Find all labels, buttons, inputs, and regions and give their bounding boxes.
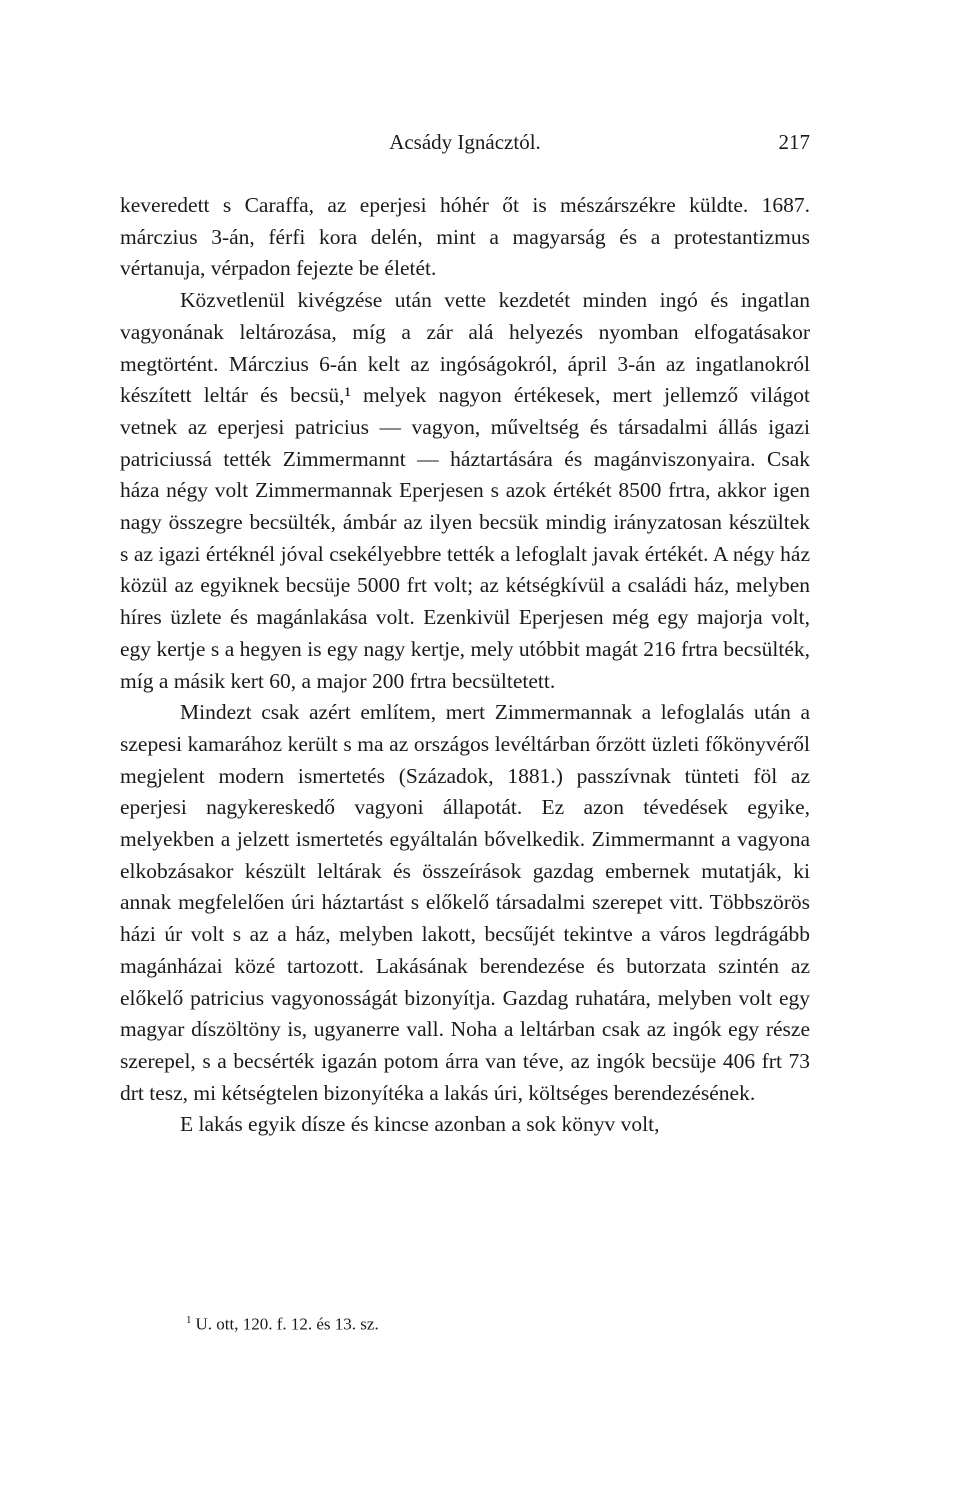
footnote-text: U. ott, 120. f. 12. és 13. sz.	[195, 1314, 379, 1334]
paragraph-3: Mindezt csak azért említem, mert Zimmermannak a lefoglalás után a szepesi kamarához került s ma az országos levéltárban őrzött üzleti főkönyvéről megjelent modern ismertetés (Századok, 1881.) passzívnak tünteti föl az eperjesi nagykereskedő vagyoni állapotát. Ez azon tévedések egyike, melyekben a jelzett ismertetés egyáltalán bővelkedik. Zimmermannt a vagyona elkobzásakor készült leltárak és összeírások gazdag embernek mutatják, ki annak megfelelően úri háztartást s előkelő társadalmi szerepet vitt. Többszörös házi úr volt s az a ház, melyben lakott, becsűjét tekintve a város legdrágább magánházai közé tartozott. Lakásának berendezése és butorzata szintén az előkelő patricius vagyonosságát bizonyítja. Gazdag ruhatára, melyben volt egy magyar díszöltöny is, ugyanerre vall. Noha a leltárban csak az ingók egy része szerepel, s a becsérték igazán potom árra van téve, az ingók becsüje 406 frt 73 drt tesz, mi kétségtelen bizonyítéka a lakás úri, költséges berendezésének.	[120, 700, 810, 1105]
footnote	[186, 1308, 379, 1337]
paragraph-2: Közvetlenül kivégzése után vette kezdetét minden ingó és ingatlan vagyonának leltározása, míg a zár alá helyezés nyomban elfogatásakor megtörtént. Márczius 6-án kelt az ingóságokról, ápril 3-án az ingatlanokról készített leltár és becsü,¹ melyek nagyon értékesek, mert jellemző világot vetnek az eperjesi patricius — vagyon, műveltség és társadalmi állás igazi patriciussá tették Zimmermannt — háztartására és magánviszonyaira. Csak háza négy volt Zimmermannak Eperjesen s azok értékét 8500 frtra, akkor igen nagy összegre becsülték, ámbár az ilyen becsük mindig irányzatosan készültek s az igazi értéknél jóval csekélyebbre tették a lefoglalt javak értékét. A négy ház közül az egyiknek becsüje 5000 frt volt; az kétségkívül a családi ház, melyben híres üzlete és magánlakása volt. Ezenkivül Eperjesen még egy majorja volt, egy kertje s a hegyen is egy nagy kertje, mely utóbbit magát 216 frtra becsülték, míg a másik kert 60, a major 200 frtra becsültetett.	[120, 288, 810, 693]
book-page	[120, 0, 810, 1512]
running-title: Acsády Ignácztól.	[389, 130, 541, 154]
running-head	[120, 130, 810, 162]
footnote-marker: 1	[186, 1314, 192, 1326]
body-text	[120, 190, 810, 1141]
page-number: 217	[778, 130, 810, 154]
paragraph-4: E lakás egyik dísze és kincse azonban a sok könyv volt,	[180, 1112, 660, 1137]
paragraph-1: keveredett s Caraffa, az eperjesi hóhér őt is mészárszékre küldte. 1687. márczius 3-án, férfi kora delén, mint a magyarság és a protestantizmus vértanuja, vérpadon fejezte be életét.	[120, 193, 810, 281]
